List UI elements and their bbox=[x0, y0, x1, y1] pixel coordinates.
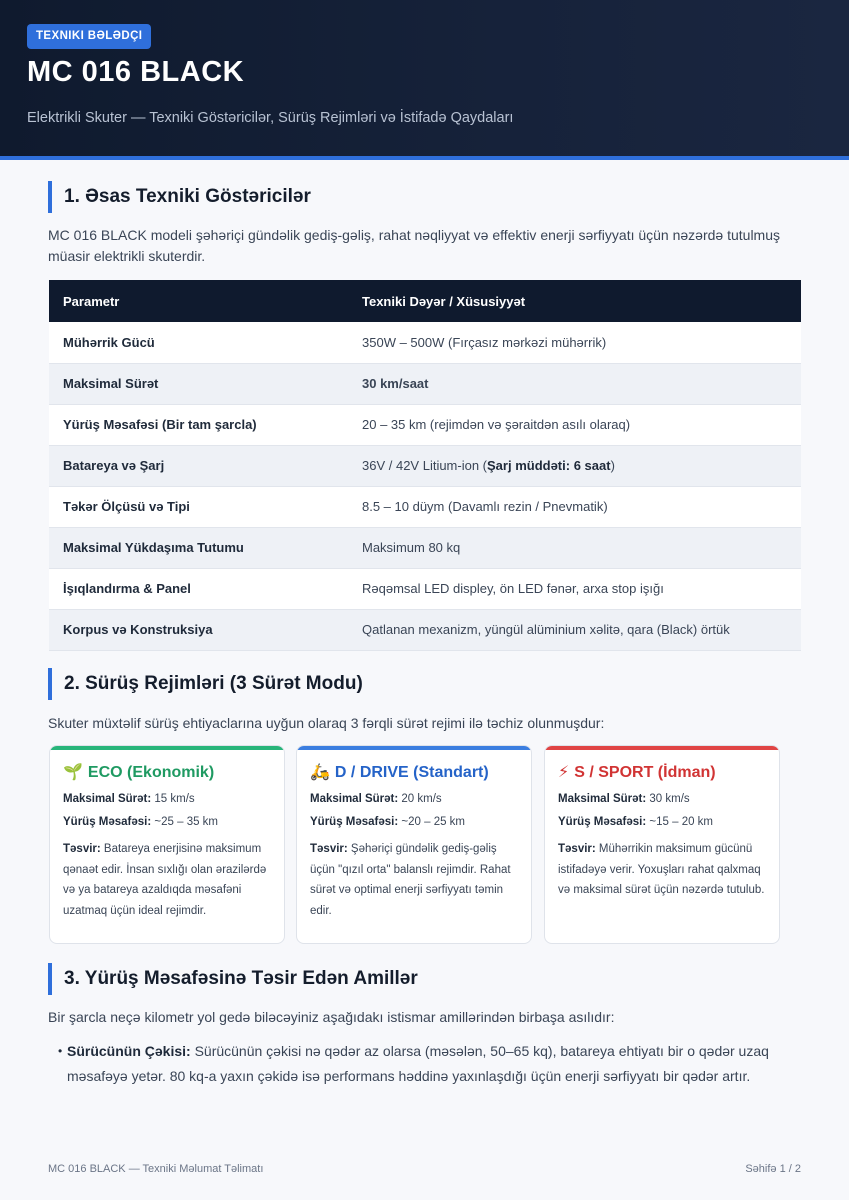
header-banner bbox=[0, 0, 849, 160]
param-name: Təkər Ölçüsü və Tipi bbox=[49, 486, 348, 527]
param-name: Batareya və Şarj bbox=[49, 445, 348, 486]
param-value: Qatlanan mexanizm, yüngül alüminium xəlitə, qara (Black) örtük bbox=[348, 609, 801, 650]
mode-title bbox=[63, 762, 271, 782]
mode-title-text: S / SPORT (İdman) bbox=[574, 764, 716, 781]
range-label: Yürüş Məsafəsi: bbox=[310, 816, 399, 828]
mode-title-text: ECO (Ekonomik) bbox=[87, 764, 215, 781]
section-heading-specs: 1. Əsas Texniki Göstəricilər bbox=[48, 181, 311, 213]
table-row bbox=[49, 363, 801, 404]
speed-value: 30 km/s bbox=[649, 793, 690, 805]
desc-label: Təsvir: bbox=[310, 843, 348, 855]
mode-speed bbox=[63, 793, 271, 805]
mode-cards bbox=[49, 745, 781, 944]
desc-text: Şəhəriçi gündəlik gediş-gəliş üçün "qızıl orta" balanslı rejimdir. Rahat sürət və optimal enerji sərfiyyatı təmin edir. bbox=[310, 843, 511, 917]
desc-text: Batareya enerjisinə maksimum qənaət edir. İnsan sıxlığı olan ərazilərdə və ya batareya azaldıqda məsafəni uzatmaq üçün ideal rejimdir. bbox=[63, 843, 267, 917]
table-row bbox=[49, 609, 801, 650]
mode-title bbox=[310, 762, 518, 782]
speed-value: 20 km/s bbox=[401, 793, 442, 805]
list-item bbox=[58, 1039, 798, 1089]
desc-label: Təsvir: bbox=[63, 843, 101, 855]
mode-range bbox=[310, 816, 518, 828]
charge-time-text: Şarj müddəti: 6 saat bbox=[487, 458, 611, 473]
table-row bbox=[49, 322, 801, 363]
param-value: 30 km/saat bbox=[348, 363, 801, 404]
desc-label: Təsvir: bbox=[558, 843, 596, 855]
table-row bbox=[49, 568, 801, 609]
mode-description bbox=[63, 839, 271, 921]
mode-title bbox=[558, 762, 766, 782]
param-value: Maksimum 80 kq bbox=[348, 527, 801, 568]
mode-card-sport bbox=[544, 745, 780, 944]
table-row bbox=[49, 445, 801, 486]
mode-title-text: D / DRIVE (Standart) bbox=[334, 764, 489, 781]
param-value: 20 – 35 km (rejimdən və şəraitdən asılı olaraq) bbox=[348, 404, 801, 445]
speed-label: Maksimal Sürət: bbox=[558, 793, 647, 805]
speed-value: 15 km/s bbox=[154, 793, 195, 805]
bullet-icon: • bbox=[58, 1044, 63, 1058]
range-label: Yürüş Məsafəsi: bbox=[63, 816, 152, 828]
param-name: Maksimal Sürət bbox=[49, 363, 348, 404]
param-name: İşıqlandırma & Panel bbox=[49, 568, 348, 609]
spec-table bbox=[49, 280, 801, 651]
footer-page-number: Səhifə 1 / 2 bbox=[745, 1163, 801, 1175]
table-header-row bbox=[49, 280, 801, 322]
param-value: Rəqəmsal LED displey, ön LED fənər, arxa stop işığı bbox=[348, 568, 801, 609]
param-name: Mühərrik Gücü bbox=[49, 322, 348, 363]
bullet-text bbox=[58, 1039, 798, 1089]
range-value: ~25 – 35 km bbox=[154, 816, 219, 828]
section-intro-specs: MC 016 BLACK modeli şəhəriçi gündəlik gediş-gəliş, rahat nəqliyyat və effektiv enerji sərfiyyatı üçün nəzərdə tutulmuş müasir elektrikli skuterdir. bbox=[48, 227, 780, 264]
mode-card-eco bbox=[49, 745, 285, 944]
mode-description bbox=[558, 839, 766, 901]
speed-label: Maksimal Sürət: bbox=[310, 793, 399, 805]
scooter-icon: 🛵 bbox=[310, 764, 330, 781]
param-value bbox=[348, 445, 801, 486]
column-header-value: Texniki Dəyər / Xüsusiyyət bbox=[348, 280, 801, 322]
mode-card-drive bbox=[296, 745, 532, 944]
closing-paren: ) bbox=[610, 458, 615, 473]
page-subtitle: Elektrikli Skuter — Texniki Göstəricilər, Sürüş Rejimləri və İstifadə Qaydaları bbox=[27, 110, 514, 126]
page-title: MC 016 BLACK bbox=[27, 56, 245, 88]
lightning-icon: ⚡ bbox=[558, 764, 570, 781]
section-intro-modes: Skuter müxtəlif sürüş ehtiyaclarına uyğun olaraq 3 fərqli sürət rejimi ilə təchiz olunmuşdur: bbox=[48, 715, 605, 731]
param-name: Maksimal Yükdaşıma Tutumu bbox=[49, 527, 348, 568]
battery-spec-text: 36V / 42V Litium-ion ( bbox=[362, 458, 488, 473]
param-name: Korpus və Konstruksiya bbox=[49, 609, 348, 650]
mode-range bbox=[63, 816, 271, 828]
desc-text: Mühərrikin maksimum gücünü istifadəyə verir. Yoxuşları rahat qalxmaq və maksimal sürət üçün nəzərdə tutulub. bbox=[558, 843, 765, 896]
seedling-icon: 🌱 bbox=[63, 764, 83, 781]
section-heading-range-factors: 3. Yürüş Məsafəsinə Təsir Edən Amillər bbox=[48, 963, 418, 995]
bullet-body: Sürücünün çəkisi nə qədər az olarsa (məsələn, 50–65 kq), batareya ehtiyatı bir o qədər uzaq məsafəyə yetər. 80 kq-a yaxın çəkidə isə performans həddinə yaxınlaşdığı üçün enerji sərfiyyatı bir qədər artır. bbox=[67, 1043, 769, 1084]
mode-description bbox=[310, 839, 518, 921]
section-intro-range-factors: Bir şarcla neçə kilometr yol gedə biləcəyiniz aşağıdakı istismar amillərindən birbaşa asılıdır: bbox=[48, 1009, 615, 1025]
section-heading-modes: 2. Sürüş Rejimləri (3 Sürət Modu) bbox=[48, 668, 363, 700]
column-header-parameter: Parametr bbox=[49, 280, 348, 322]
table-row bbox=[49, 486, 801, 527]
speed-label: Maksimal Sürət: bbox=[63, 793, 152, 805]
range-label: Yürüş Məsafəsi: bbox=[558, 816, 647, 828]
table-row bbox=[49, 404, 801, 445]
mode-speed bbox=[310, 793, 518, 805]
param-value: 350W – 500W (Fırçasız mərkəzi mühərrik) bbox=[348, 322, 801, 363]
table-row bbox=[49, 527, 801, 568]
mode-speed bbox=[558, 793, 766, 805]
range-value: ~20 – 25 km bbox=[401, 816, 466, 828]
bullet-label: Sürücünün Çəkisi: bbox=[67, 1043, 191, 1059]
param-name: Yürüş Məsafəsi (Bir tam şarcla) bbox=[49, 404, 348, 445]
range-value: ~15 – 20 km bbox=[649, 816, 714, 828]
mode-range bbox=[558, 816, 766, 828]
param-value: 8.5 – 10 düym (Davamlı rezin / Pnevmatik) bbox=[348, 486, 801, 527]
document-type-badge: TEXNIKI BƏLƏDÇI bbox=[27, 24, 151, 49]
footer-document-title: MC 016 BLACK — Texniki Məlumat Təlimatı bbox=[48, 1163, 264, 1175]
